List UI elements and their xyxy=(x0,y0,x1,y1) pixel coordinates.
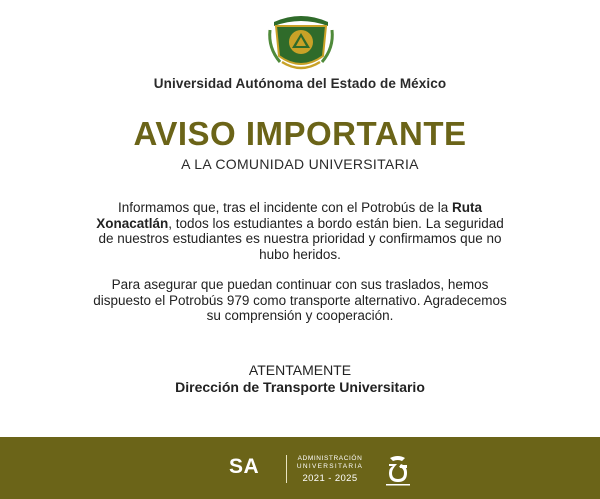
footer-bar xyxy=(0,437,600,499)
route-name: Ruta Xonacatlán xyxy=(96,200,482,231)
paragraph-1-rest: , todos los estudiantes a bordo están bien. La seguridad de nuestros estudiantes es nuestra prioridad y confirmamos que no hubo heridos. xyxy=(98,215,504,262)
administration-label xyxy=(292,455,368,485)
paragraph-1-intro: Informamos que, tras el incidente con el Potrobús de la xyxy=(118,200,452,215)
department-name: Dirección de Transporte Universitario xyxy=(175,379,425,395)
notice-paragraph-2: Para asegurar que puedan continuar con sus traslados, hemos dispuesto el Potrobús 979 como transporte alternativo. Agradecemos su comprensión y cooperación. xyxy=(93,277,507,323)
closing-salutation: ATENTAMENTE xyxy=(248,362,352,378)
uaemex-seal-icon xyxy=(266,12,336,74)
notice-title: AVISO IMPORTANTE xyxy=(133,115,467,152)
university-name: Universidad Autónoma del Estado de México xyxy=(153,76,447,91)
admin-line-1: ADMINISTRACIÓN xyxy=(297,455,363,462)
notice-body xyxy=(90,200,510,324)
sa-logo: SA xyxy=(229,455,260,478)
admin-line-2: UNIVERSITARIA xyxy=(296,463,364,470)
signature-block xyxy=(0,362,600,396)
anniversary-logo-icon xyxy=(380,451,416,487)
notice-paragraph-1 xyxy=(90,200,510,262)
footer-divider xyxy=(286,455,287,483)
admin-years: 2021 - 2025 xyxy=(302,473,358,484)
notice-subtitle: A LA COMUNIDAD UNIVERSITARIA xyxy=(181,156,419,172)
